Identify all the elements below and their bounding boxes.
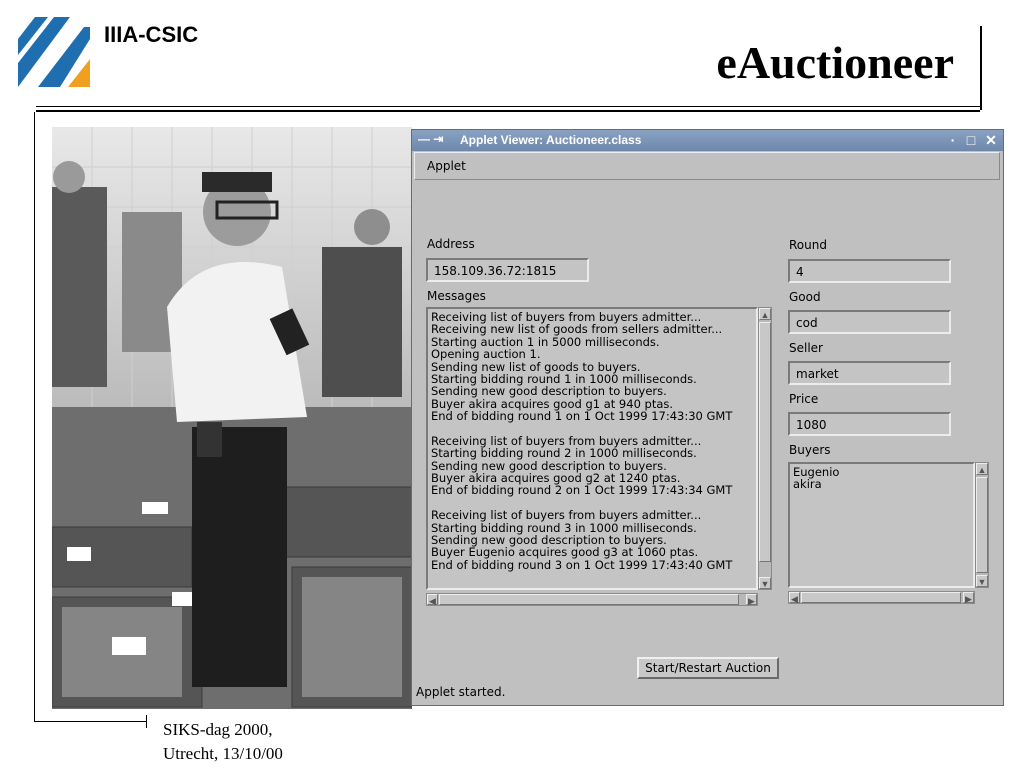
buyers-label: Buyers xyxy=(789,443,831,457)
slide-title: eAuctioneer xyxy=(716,37,954,88)
text-line: Receiving list of buyers from buyers admitter... xyxy=(431,310,702,324)
text-line: Sending new list of goods to buyers. xyxy=(431,359,641,374)
org-name: IIIA-CSIC xyxy=(104,22,199,47)
text-line: Eugenio xyxy=(793,465,840,479)
status-text: Applet started. xyxy=(416,685,506,699)
text-line: Starting bidding round 1 in 1000 milliseconds. xyxy=(431,371,697,386)
scroll-up-icon[interactable]: ▲ xyxy=(977,465,987,475)
logo-mark xyxy=(18,17,90,87)
menu-bar xyxy=(414,152,1000,180)
buyers-hscrollbar[interactable] xyxy=(788,591,975,604)
scroll-down-icon[interactable]: ▼ xyxy=(977,577,987,587)
divider xyxy=(36,110,980,112)
scroll-right-icon[interactable]: ▶ xyxy=(746,594,757,605)
minimize-icon[interactable]: · xyxy=(950,132,956,148)
good-label: Good xyxy=(789,290,821,304)
text-line: End of bidding round 3 on 1 Oct 1999 17:43:40 GMT xyxy=(431,557,733,572)
footer-line: Utrecht, 13/10/00 xyxy=(163,744,283,763)
text-line: akira xyxy=(793,477,822,492)
seller-field[interactable]: market xyxy=(788,361,951,385)
window-title: Applet Viewer: Auctioneer.class xyxy=(460,133,642,147)
address-field[interactable]: 158.109.36.72:1815 xyxy=(426,258,589,282)
text-line: Receiving new list of goods from sellers admitter... xyxy=(431,322,723,337)
text-line: End of bidding round 2 on 1 Oct 1999 17:43:34 GMT xyxy=(431,483,733,498)
start-restart-auction-button[interactable]: Start/Restart Auction xyxy=(637,657,779,679)
divider xyxy=(980,26,982,110)
round-field[interactable]: 4 xyxy=(788,259,951,283)
buyers-vscrollbar[interactable] xyxy=(975,462,989,588)
buyers-textarea[interactable] xyxy=(788,462,975,588)
scroll-thumb[interactable] xyxy=(976,477,988,573)
round-label: Round xyxy=(789,238,827,252)
title-bar xyxy=(412,130,1003,151)
text-line: Sending new good description to buyers. xyxy=(431,533,667,548)
scroll-left-icon[interactable]: ◀ xyxy=(789,592,800,603)
messages-vscrollbar[interactable] xyxy=(758,307,772,590)
good-field[interactable]: cod xyxy=(788,310,951,334)
scroll-thumb[interactable] xyxy=(801,592,961,603)
slide-footer xyxy=(163,718,283,766)
divider xyxy=(146,715,147,728)
text-line: Starting bidding round 3 in 1000 milliseconds. xyxy=(431,520,697,535)
price-label: Price xyxy=(789,392,819,406)
maximize-icon[interactable]: □ xyxy=(966,132,976,148)
footer-line: SIKS-dag 2000, xyxy=(163,720,273,739)
price-field[interactable]: 1080 xyxy=(788,412,951,436)
scroll-thumb[interactable] xyxy=(759,322,771,562)
seller-label: Seller xyxy=(789,341,823,355)
messages-label: Messages xyxy=(427,289,486,303)
window-menu-icon[interactable]: — ⇥ xyxy=(418,132,444,146)
text-line: Buyer Eugenio acquires good g3 at 1060 ptas. xyxy=(431,545,699,560)
auction-photo xyxy=(52,127,412,709)
text-line: Opening auction 1. xyxy=(431,347,541,362)
messages-textarea[interactable] xyxy=(426,307,758,590)
divider xyxy=(36,106,980,107)
text-line: Starting auction 1 in 5000 milliseconds. xyxy=(431,334,660,349)
scroll-down-icon[interactable]: ▼ xyxy=(760,579,770,589)
text-line: Starting bidding round 2 in 1000 milliseconds. xyxy=(431,446,697,461)
text-line: End of bidding round 1 on 1 Oct 1999 17:43:30 GMT xyxy=(431,409,733,424)
text-line: Sending new good description to buyers. xyxy=(431,384,667,399)
messages-hscrollbar[interactable] xyxy=(426,593,758,606)
scroll-left-icon[interactable]: ◀ xyxy=(427,594,438,605)
text-line: Receiving list of buyers from buyers admitter... xyxy=(431,508,702,523)
menu-applet[interactable]: Applet xyxy=(427,159,466,173)
text-line: Buyer akira acquires good g2 at 1240 ptas. xyxy=(431,471,681,486)
close-icon[interactable]: ✕ xyxy=(985,132,997,148)
scroll-thumb[interactable] xyxy=(439,594,739,605)
scroll-up-icon[interactable]: ▲ xyxy=(760,310,770,320)
divider xyxy=(34,721,146,722)
scroll-right-icon[interactable]: ▶ xyxy=(963,592,974,603)
divider xyxy=(34,112,35,722)
text-line: Sending new good description to buyers. xyxy=(431,458,667,473)
text-line: Receiving list of buyers from buyers admitter... xyxy=(431,433,702,448)
applet-window xyxy=(411,129,1004,706)
text-line: Buyer akira acquires good g1 at 940 ptas. xyxy=(431,396,674,411)
address-label: Address xyxy=(427,237,475,251)
